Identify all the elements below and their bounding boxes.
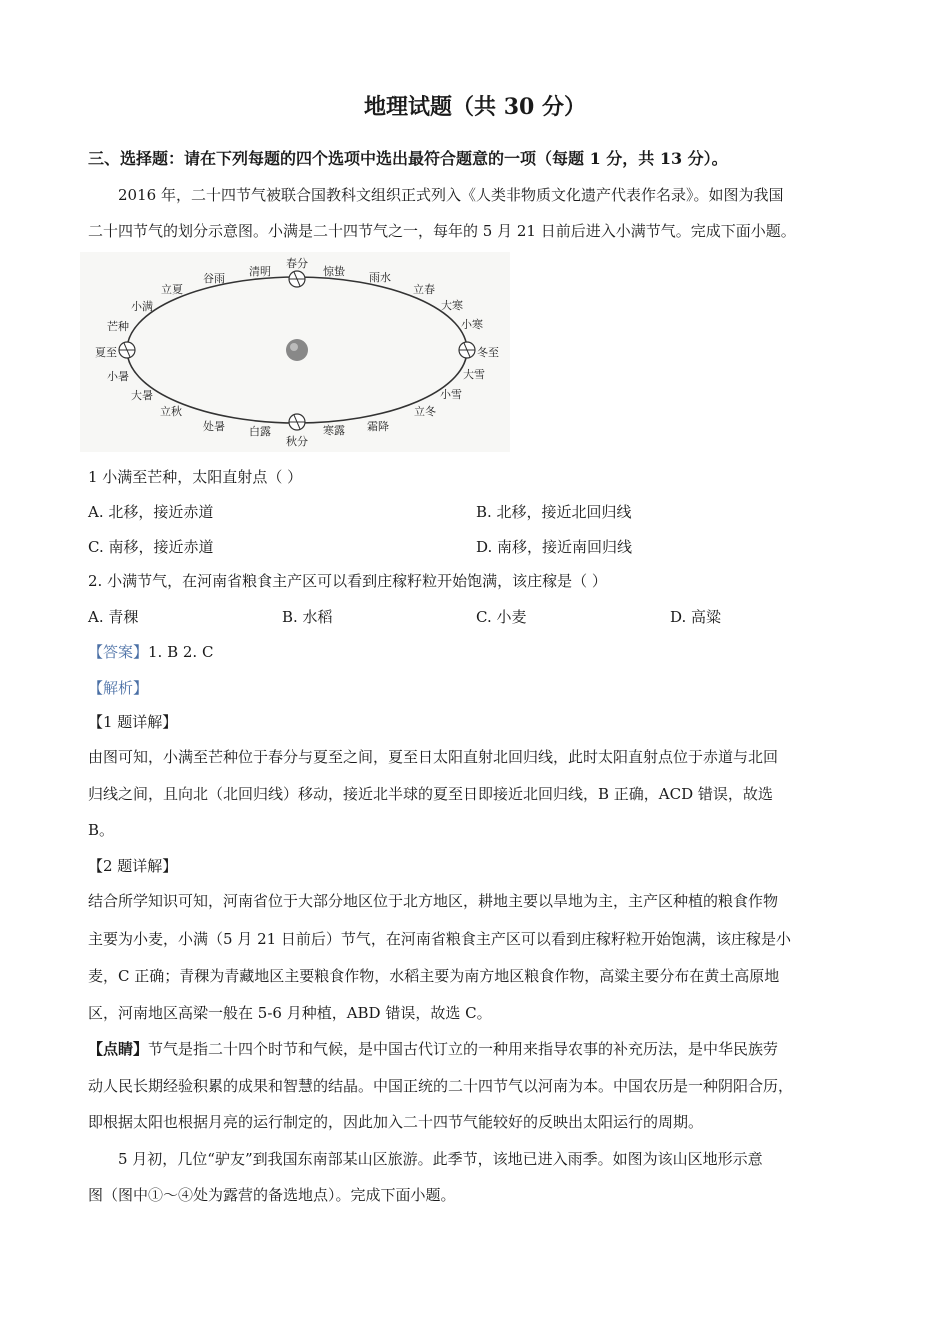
detail1-line-3: B。 [88,821,115,839]
detail1-line-1: 由图可知，小满至芒种位于春分与夏至之间，夏至日太阳直射北回归线，此时太阳直射点位于赤道与北回 [88,748,779,766]
solar-term-label: 处暑 [203,420,225,433]
solar-terms-diagram [80,252,510,452]
q1-option-d[interactable]: D. 南移，接近南回归线 [476,538,633,556]
next-intro-line-1: 5 月初，几位“驴友”到我国东南部某山区旅游。此季节，该地已进入雨季。如图为该山区地形示意 [118,1150,763,1168]
solar-term-label: 大雪 [463,368,485,381]
solar-term-label: 秋分 [286,435,308,448]
detail2-label: 【2 题详解】 [88,857,178,875]
solar-term-label: 立冬 [414,405,436,418]
detail2-line-3: 麦，C 正确；青稞为青藏地区主要粮食作物，水稻主要为南方地区粮食作物，高粱主要分布在黄土高原地 [88,967,780,985]
comment-label: 【点睛】 [88,1040,149,1058]
comment-line-3: 即根据太阳也根据月亮的运行制定的，因此加入二十四节气能较好的反映出太阳运行的周期。 [88,1113,704,1131]
detail1-label: 【1 题详解】 [88,713,178,731]
section-heading: 三、选择题：请在下列每题的四个选项中选出最符合题意的一项（每题 1 分，共 13 分）。 [88,149,728,168]
solar-term-label: 谷雨 [203,272,225,285]
comment-line-2: 动人民长期经验积累的成果和智慧的结晶。中国正统的二十四节气以河南为本。中国农历是一种阴阳合历， [88,1077,794,1095]
next-intro-line-2: 图（图中①～④处为露营的备选地点）。完成下面小题。 [88,1186,456,1204]
solar-term-label: 清明 [249,265,271,278]
earth-icon-spring [289,271,305,287]
analysis-label: 【解析】 [88,679,149,697]
q2-option-a[interactable]: A. 青稞 [88,608,139,626]
solar-term-label: 霜降 [367,420,389,433]
answer-label: 【答案】 [88,643,149,661]
q1-stem: 1 小满至芒种，太阳直射点（ ） [88,468,303,486]
answer-line [88,641,213,662]
detail2-line-1: 结合所学知识可知，河南省位于大部分地区位于北方地区，耕地主要以旱地为主，主产区种植的粮食作物 [88,892,779,910]
q1-option-a[interactable]: A. 北移，接近赤道 [88,503,214,521]
q2-stem: 2. 小满节气，在河南省粮食主产区可以看到庄稼籽粒开始饱满，该庄稼是（ ） [88,572,607,590]
sun-icon [286,339,308,361]
solar-term-label: 惊蛰 [323,265,345,278]
solar-term-label: 立夏 [161,283,183,296]
solar-term-label: 夏至 [95,346,117,359]
solar-term-label: 小雪 [440,388,462,401]
q2-option-d[interactable]: D. 高粱 [670,608,722,626]
earth-icon-winter [459,342,475,358]
solar-term-label: 雨水 [369,271,391,284]
solar-term-label: 冬至 [477,346,499,359]
q2-option-b[interactable]: B. 水稻 [282,608,333,626]
solar-term-label: 立春 [413,283,435,296]
q1-option-c[interactable]: C. 南移，接近赤道 [88,538,214,556]
comment-line-1 [88,1038,778,1059]
solar-term-label: 春分 [286,257,308,270]
intro-line-2: 二十四节气的划分示意图。小满是二十四节气之一，每年的 5 月 21 日前后进入小满节气。完成下面小题。 [88,222,796,240]
earth-icon-autumn [289,414,305,430]
q1-option-b[interactable]: B. 北移，接近北回归线 [476,503,632,521]
q2-option-c[interactable]: C. 小麦 [476,608,527,626]
solar-term-label: 立秋 [160,405,182,418]
solar-term-label: 芒种 [107,320,129,333]
earth-icon-summer [119,342,135,358]
answer-text: 1. B 2. C [148,643,214,661]
detail1-line-2: 归线之间，且向北（北回归线）移动，接近北半球的夏至日即接近北回归线，B 正确，ACD 错误，故选 [88,785,773,803]
solar-term-label: 白露 [249,425,271,438]
solar-term-label: 大寒 [441,299,463,312]
page-title: 地理试题（共 30 分） [364,94,586,120]
detail2-line-4: 区，河南地区高梁一般在 5-6 月种植，ABD 错误，故选 C。 [88,1004,492,1022]
solar-term-label: 小暑 [107,370,129,383]
solar-term-label: 小满 [131,300,153,313]
detail2-line-2: 主要为小麦，小满（5 月 21 日前后）节气，在河南省粮食主产区可以看到庄稼籽粒开始饱满，该庄稼是小 [88,930,791,948]
comment-text-1: 节气是指二十四个时节和气候，是中国古代订立的一种用来指导农事的补充历法，是中华民族劳 [148,1040,779,1058]
solar-term-label: 寒露 [323,424,345,437]
intro-line-1: 2016 年，二十四节气被联合国教科文组织正式列入《人类非物质文化遗产代表作名录》。如图为我国 [118,186,784,204]
solar-term-label: 小寒 [461,318,483,331]
solar-term-label: 大暑 [131,389,153,402]
